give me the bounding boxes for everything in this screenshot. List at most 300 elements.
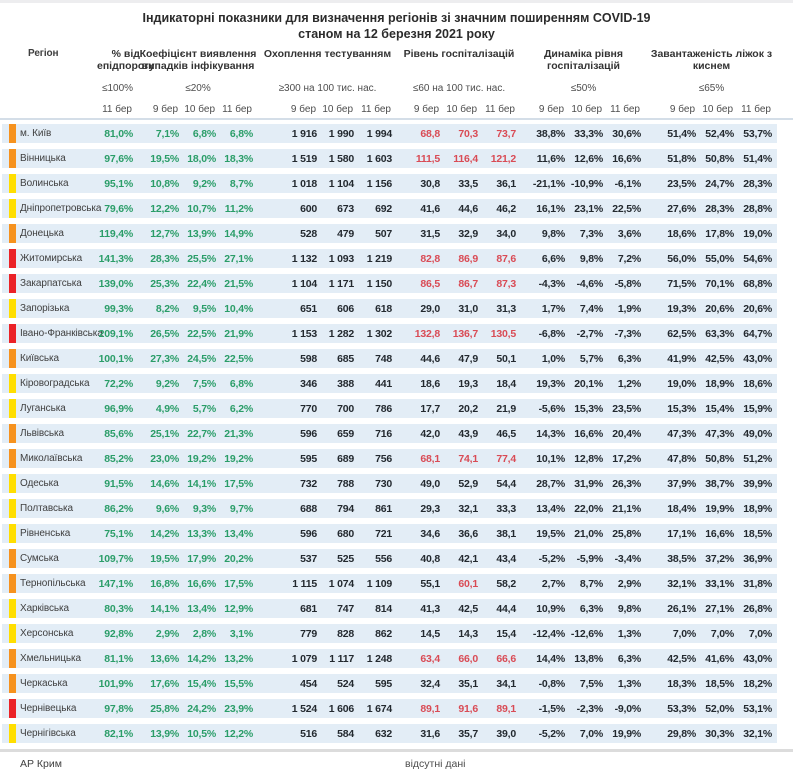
value-testing-coverage: 1 153 bbox=[291, 327, 317, 340]
value-oxygen-bed-occupancy: 15,3% bbox=[667, 402, 696, 415]
value-hospitalization-level: 47,9 bbox=[458, 352, 478, 365]
value-epid-threshold: 81,0% bbox=[104, 127, 133, 140]
value-detection-rate: 2,8% bbox=[192, 627, 216, 640]
value-testing-coverage: 1 104 bbox=[328, 177, 354, 190]
value-hospitalization-dynamics: 14,3% bbox=[536, 427, 565, 440]
value-hospitalization-level: 46,5 bbox=[496, 427, 516, 440]
value-detection-rate: 2,9% bbox=[155, 627, 179, 640]
value-testing-coverage: 1 302 bbox=[366, 327, 392, 340]
column-group-label bbox=[138, 48, 258, 72]
value-oxygen-bed-occupancy: 68,8% bbox=[743, 277, 772, 290]
value-oxygen-bed-occupancy: 7,0% bbox=[710, 627, 734, 640]
value-detection-rate: 10,7% bbox=[187, 202, 216, 215]
value-testing-coverage: 1 524 bbox=[291, 702, 317, 715]
risk-indicator-bar bbox=[9, 349, 16, 368]
value-detection-rate: 23,0% bbox=[150, 452, 179, 465]
value-detection-rate: 17,5% bbox=[224, 577, 253, 590]
value-hospitalization-dynamics: 1,2% bbox=[617, 377, 641, 390]
value-detection-rate: 14,1% bbox=[187, 477, 216, 490]
value-hospitalization-dynamics: 13,8% bbox=[574, 652, 603, 665]
value-epid-threshold: 99,3% bbox=[104, 302, 133, 315]
value-oxygen-bed-occupancy: 63,3% bbox=[705, 327, 734, 340]
column-criteria: ≤100% bbox=[101, 82, 134, 94]
value-oxygen-bed-occupancy: 29,8% bbox=[667, 727, 696, 740]
value-hospitalization-level: 21,9 bbox=[496, 402, 516, 415]
value-hospitalization-level: 32,1 bbox=[458, 502, 478, 515]
value-hospitalization-dynamics: 38,8% bbox=[536, 127, 565, 140]
value-oxygen-bed-occupancy: 18,2% bbox=[743, 677, 772, 690]
value-detection-rate: 27,3% bbox=[150, 352, 179, 365]
value-testing-coverage: 1 132 bbox=[291, 252, 317, 265]
region-name: Одеська bbox=[20, 478, 59, 489]
value-detection-rate: 13,3% bbox=[187, 527, 216, 540]
value-oxygen-bed-occupancy: 47,3% bbox=[667, 427, 696, 440]
value-hospitalization-level: 31,0 bbox=[458, 302, 478, 315]
value-testing-coverage: 1 156 bbox=[366, 177, 392, 190]
value-oxygen-bed-occupancy: 62,5% bbox=[667, 327, 696, 340]
value-oxygen-bed-occupancy: 36,9% bbox=[743, 552, 772, 565]
value-hospitalization-level: 18,4 bbox=[496, 377, 516, 390]
table-row bbox=[2, 124, 777, 143]
value-detection-rate: 13,9% bbox=[150, 727, 179, 740]
value-oxygen-bed-occupancy: 50,8% bbox=[705, 452, 734, 465]
value-hospitalization-level: 136,7 bbox=[452, 327, 478, 340]
value-hospitalization-dynamics: 7,0% bbox=[579, 727, 603, 740]
risk-indicator-bar bbox=[9, 299, 16, 318]
value-hospitalization-level: 35,1 bbox=[458, 677, 478, 690]
value-detection-rate: 12,2% bbox=[150, 202, 179, 215]
value-detection-rate: 15,4% bbox=[187, 677, 216, 690]
region-name: Чернігівська bbox=[20, 728, 76, 739]
region-name: Івано-Франківська bbox=[20, 328, 103, 339]
value-hospitalization-dynamics: -1,5% bbox=[538, 702, 565, 715]
value-oxygen-bed-occupancy: 39,9% bbox=[743, 477, 772, 490]
region-name: Хмельницька bbox=[20, 653, 81, 664]
value-detection-rate: 16,8% bbox=[150, 577, 179, 590]
value-hospitalization-dynamics: -5,2% bbox=[538, 727, 565, 740]
value-detection-rate: 17,6% bbox=[150, 677, 179, 690]
table-body bbox=[0, 124, 793, 743]
value-oxygen-bed-occupancy: 37,9% bbox=[667, 477, 696, 490]
page-title-line1: Індикаторні показники для визначення регіонів зі значним поширенням COVID-19 bbox=[142, 11, 651, 25]
column-date-label: 11 бер bbox=[102, 104, 132, 115]
value-oxygen-bed-occupancy: 32,1% bbox=[667, 577, 696, 590]
column-date-label: 9 бер bbox=[413, 104, 439, 115]
value-hospitalization-dynamics: 16,6% bbox=[612, 152, 641, 165]
risk-indicator-bar bbox=[9, 574, 16, 593]
value-hospitalization-dynamics: 1,9% bbox=[617, 302, 641, 315]
value-oxygen-bed-occupancy: 41,9% bbox=[667, 352, 696, 365]
value-detection-rate: 25,1% bbox=[150, 427, 179, 440]
risk-indicator-bar bbox=[9, 674, 16, 693]
table-row bbox=[2, 724, 777, 743]
value-hospitalization-dynamics: 9,8% bbox=[579, 252, 603, 265]
value-detection-rate: 8,7% bbox=[229, 177, 253, 190]
value-hospitalization-level: 35,7 bbox=[458, 727, 478, 740]
value-testing-coverage: 1 219 bbox=[366, 252, 392, 265]
value-testing-coverage: 794 bbox=[337, 502, 354, 515]
table-row bbox=[2, 549, 777, 568]
value-hospitalization-level: 29,0 bbox=[420, 302, 440, 315]
value-hospitalization-dynamics: 17,2% bbox=[612, 452, 641, 465]
value-hospitalization-dynamics: 14,4% bbox=[536, 652, 565, 665]
value-hospitalization-dynamics: -4,6% bbox=[576, 277, 603, 290]
value-detection-rate: 5,7% bbox=[192, 402, 216, 415]
table-row bbox=[2, 274, 777, 293]
value-testing-coverage: 1 603 bbox=[366, 152, 392, 165]
value-oxygen-bed-occupancy: 24,7% bbox=[705, 177, 734, 190]
value-detection-rate: 17,5% bbox=[224, 477, 253, 490]
value-hospitalization-level: 87,6 bbox=[496, 252, 516, 265]
value-detection-rate: 19,2% bbox=[187, 452, 216, 465]
value-testing-coverage: 600 bbox=[300, 202, 317, 215]
value-epid-threshold: 85,2% bbox=[104, 452, 133, 465]
risk-indicator-bar bbox=[9, 724, 16, 743]
value-hospitalization-dynamics: -6,8% bbox=[538, 327, 565, 340]
region-name: Житомирська bbox=[20, 253, 83, 264]
value-hospitalization-dynamics: 21,1% bbox=[612, 502, 641, 515]
value-testing-coverage: 1 109 bbox=[366, 577, 392, 590]
value-oxygen-bed-occupancy: 18,5% bbox=[705, 677, 734, 690]
value-testing-coverage: 1 519 bbox=[291, 152, 317, 165]
value-oxygen-bed-occupancy: 47,8% bbox=[667, 452, 696, 465]
value-oxygen-bed-occupancy: 56,0% bbox=[667, 252, 696, 265]
column-date-label: 11 бер bbox=[485, 104, 515, 115]
value-hospitalization-dynamics: 19,9% bbox=[612, 727, 641, 740]
value-testing-coverage: 1 990 bbox=[328, 127, 354, 140]
risk-indicator-bar bbox=[9, 174, 16, 193]
column-group-label-text: Рівень госпіталізацій bbox=[403, 48, 515, 60]
column-group-label bbox=[258, 48, 397, 60]
value-testing-coverage: 516 bbox=[300, 727, 317, 740]
value-hospitalization-dynamics: -12,4% bbox=[532, 627, 565, 640]
value-hospitalization-dynamics: 23,1% bbox=[574, 202, 603, 215]
value-detection-rate: 6,8% bbox=[229, 377, 253, 390]
value-oxygen-bed-occupancy: 42,5% bbox=[667, 652, 696, 665]
value-testing-coverage: 1 018 bbox=[291, 177, 317, 190]
value-hospitalization-level: 39,0 bbox=[496, 727, 516, 740]
column-group-label-text: Охоплення тестуванням bbox=[263, 48, 392, 60]
risk-indicator-bar bbox=[9, 324, 16, 343]
value-hospitalization-level: 36,1 bbox=[496, 177, 516, 190]
value-hospitalization-level: 66,6 bbox=[496, 652, 516, 665]
value-hospitalization-dynamics: 7,5% bbox=[579, 677, 603, 690]
value-testing-coverage: 528 bbox=[300, 227, 317, 240]
table-row bbox=[2, 649, 777, 668]
value-oxygen-bed-occupancy: 18,6% bbox=[743, 377, 772, 390]
value-detection-rate: 25,8% bbox=[150, 702, 179, 715]
value-hospitalization-level: 42,5 bbox=[458, 602, 478, 615]
value-detection-rate: 24,5% bbox=[187, 352, 216, 365]
column-group-label-text: Завантаженість ліжок з киснем bbox=[650, 48, 773, 72]
value-hospitalization-level: 42,1 bbox=[458, 552, 478, 565]
table-row bbox=[2, 224, 777, 243]
value-oxygen-bed-occupancy: 51,4% bbox=[743, 152, 772, 165]
value-testing-coverage: 861 bbox=[375, 502, 392, 515]
value-testing-coverage: 1 104 bbox=[291, 277, 317, 290]
value-oxygen-bed-occupancy: 20,6% bbox=[743, 302, 772, 315]
value-testing-coverage: 659 bbox=[337, 427, 354, 440]
value-testing-coverage: 632 bbox=[375, 727, 392, 740]
table-row bbox=[2, 624, 777, 643]
value-oxygen-bed-occupancy: 18,6% bbox=[667, 227, 696, 240]
table-row bbox=[2, 424, 777, 443]
value-testing-coverage: 788 bbox=[337, 477, 354, 490]
value-hospitalization-level: 68,8 bbox=[420, 127, 440, 140]
value-testing-coverage: 786 bbox=[375, 402, 392, 415]
value-hospitalization-level: 50,1 bbox=[496, 352, 516, 365]
value-epid-threshold: 95,1% bbox=[104, 177, 133, 190]
value-detection-rate: 4,9% bbox=[155, 402, 179, 415]
value-hospitalization-level: 31,3 bbox=[496, 302, 516, 315]
value-hospitalization-level: 40,8 bbox=[420, 552, 440, 565]
value-detection-rate: 12,9% bbox=[224, 602, 253, 615]
value-detection-rate: 6,8% bbox=[192, 127, 216, 140]
value-hospitalization-dynamics: 12,6% bbox=[574, 152, 603, 165]
column-date-label: 9 бер bbox=[290, 104, 316, 115]
value-hospitalization-level: 17,7 bbox=[420, 402, 440, 415]
value-epid-threshold: 119,4% bbox=[99, 227, 133, 240]
value-oxygen-bed-occupancy: 50,8% bbox=[705, 152, 734, 165]
column-group-label bbox=[397, 48, 521, 60]
value-detection-rate: 18,0% bbox=[187, 152, 216, 165]
value-hospitalization-dynamics: 6,6% bbox=[541, 252, 565, 265]
value-oxygen-bed-occupancy: 42,5% bbox=[705, 352, 734, 365]
value-oxygen-bed-occupancy: 26,1% bbox=[667, 602, 696, 615]
value-detection-rate: 28,3% bbox=[150, 252, 179, 265]
value-hospitalization-level: 31,5 bbox=[420, 227, 440, 240]
region-name: Донецька bbox=[20, 228, 64, 239]
value-hospitalization-dynamics: 19,5% bbox=[536, 527, 565, 540]
value-hospitalization-level: 63,4 bbox=[420, 652, 440, 665]
value-detection-rate: 16,6% bbox=[187, 577, 216, 590]
value-hospitalization-level: 19,3 bbox=[458, 377, 478, 390]
value-detection-rate: 7,1% bbox=[155, 127, 179, 140]
table-row bbox=[2, 399, 777, 418]
value-epid-threshold: 79,6% bbox=[104, 202, 133, 215]
value-detection-rate: 6,2% bbox=[229, 402, 253, 415]
value-epid-threshold: 141,3% bbox=[98, 252, 133, 265]
region-name: Львівська bbox=[20, 428, 64, 439]
value-epid-threshold: 80,3% bbox=[104, 602, 133, 615]
value-detection-rate: 10,8% bbox=[150, 177, 179, 190]
value-testing-coverage: 1 580 bbox=[328, 152, 354, 165]
value-hospitalization-dynamics: -5,8% bbox=[614, 277, 641, 290]
value-oxygen-bed-occupancy: 18,9% bbox=[743, 502, 772, 515]
value-detection-rate: 25,3% bbox=[150, 277, 179, 290]
value-hospitalization-dynamics: 3,6% bbox=[617, 227, 641, 240]
value-hospitalization-dynamics: -4,3% bbox=[538, 277, 565, 290]
value-testing-coverage: 1 606 bbox=[328, 702, 354, 715]
table-row bbox=[2, 474, 777, 493]
value-detection-rate: 6,8% bbox=[229, 127, 253, 140]
value-testing-coverage: 441 bbox=[375, 377, 392, 390]
value-epid-threshold: 109,7% bbox=[98, 552, 133, 565]
value-hospitalization-level: 73,7 bbox=[496, 127, 516, 140]
region-name: Тернопільська bbox=[20, 578, 86, 589]
value-testing-coverage: 680 bbox=[337, 527, 354, 540]
value-oxygen-bed-occupancy: 51,2% bbox=[743, 452, 772, 465]
value-hospitalization-level: 87,3 bbox=[496, 277, 516, 290]
value-hospitalization-level: 36,6 bbox=[458, 527, 478, 540]
value-testing-coverage: 779 bbox=[300, 627, 317, 640]
value-hospitalization-dynamics: 10,1% bbox=[536, 452, 565, 465]
risk-indicator-bar bbox=[9, 374, 16, 393]
value-hospitalization-level: 34,0 bbox=[496, 227, 516, 240]
value-testing-coverage: 525 bbox=[337, 552, 354, 565]
value-hospitalization-level: 58,2 bbox=[496, 577, 516, 590]
value-testing-coverage: 537 bbox=[300, 552, 317, 565]
value-hospitalization-level: 30,8 bbox=[420, 177, 440, 190]
value-testing-coverage: 479 bbox=[337, 227, 354, 240]
risk-indicator-bar bbox=[9, 249, 16, 268]
value-hospitalization-level: 42,0 bbox=[420, 427, 440, 440]
value-epid-threshold: 101,9% bbox=[98, 677, 133, 690]
value-hospitalization-dynamics: 33,3% bbox=[574, 127, 603, 140]
value-hospitalization-dynamics: 1,3% bbox=[617, 627, 641, 640]
value-testing-coverage: 1 115 bbox=[292, 577, 317, 590]
value-hospitalization-dynamics: 26,3% bbox=[612, 477, 641, 490]
value-detection-rate: 18,3% bbox=[224, 152, 253, 165]
value-epid-threshold: 97,6% bbox=[104, 152, 133, 165]
value-testing-coverage: 688 bbox=[300, 502, 317, 515]
region-name: Волинська bbox=[20, 178, 69, 189]
value-testing-coverage: 756 bbox=[375, 452, 392, 465]
value-detection-rate: 19,5% bbox=[150, 552, 179, 565]
value-detection-rate: 13,2% bbox=[224, 652, 253, 665]
value-hospitalization-dynamics: 16,6% bbox=[574, 427, 603, 440]
value-oxygen-bed-occupancy: 7,0% bbox=[672, 627, 696, 640]
value-oxygen-bed-occupancy: 27,6% bbox=[667, 202, 696, 215]
table-row bbox=[2, 574, 777, 593]
value-hospitalization-dynamics: -5,6% bbox=[538, 402, 565, 415]
value-oxygen-bed-occupancy: 64,7% bbox=[743, 327, 772, 340]
value-testing-coverage: 1 093 bbox=[328, 252, 354, 265]
value-hospitalization-level: 55,1 bbox=[420, 577, 440, 590]
value-detection-rate: 9,3% bbox=[192, 502, 216, 515]
value-hospitalization-dynamics: -21,1% bbox=[532, 177, 565, 190]
value-hospitalization-level: 74,1 bbox=[458, 452, 478, 465]
value-hospitalization-dynamics: -7,3% bbox=[614, 327, 641, 340]
value-hospitalization-level: 41,3 bbox=[420, 602, 440, 615]
value-hospitalization-level: 44,4 bbox=[496, 602, 516, 615]
value-testing-coverage: 721 bbox=[375, 527, 392, 540]
column-date-label: 9 бер bbox=[538, 104, 564, 115]
risk-indicator-bar bbox=[9, 449, 16, 468]
value-detection-rate: 22,4% bbox=[187, 277, 216, 290]
value-hospitalization-level: 32,9 bbox=[458, 227, 478, 240]
value-hospitalization-dynamics: 6,3% bbox=[617, 352, 641, 365]
value-oxygen-bed-occupancy: 17,1% bbox=[667, 527, 696, 540]
region-name: Рівненська bbox=[20, 528, 71, 539]
value-testing-coverage: 681 bbox=[300, 602, 317, 615]
value-hospitalization-level: 43,9 bbox=[458, 427, 478, 440]
value-oxygen-bed-occupancy: 20,6% bbox=[705, 302, 734, 315]
value-hospitalization-dynamics: 6,3% bbox=[617, 652, 641, 665]
value-hospitalization-level: 86,9 bbox=[458, 252, 478, 265]
value-oxygen-bed-occupancy: 30,3% bbox=[705, 727, 734, 740]
risk-indicator-bar bbox=[9, 499, 16, 518]
value-hospitalization-level: 121,2 bbox=[490, 152, 516, 165]
value-detection-rate: 12,2% bbox=[224, 727, 253, 740]
column-date-label: 11 бер bbox=[222, 104, 252, 115]
value-testing-coverage: 651 bbox=[300, 302, 317, 315]
value-oxygen-bed-occupancy: 18,5% bbox=[743, 527, 772, 540]
column-group-label-text: % від епідпорогу bbox=[97, 48, 155, 72]
value-hospitalization-level: 66,0 bbox=[458, 652, 478, 665]
value-testing-coverage: 606 bbox=[337, 302, 354, 315]
value-hospitalization-dynamics: 7,4% bbox=[579, 302, 603, 315]
value-oxygen-bed-occupancy: 28,3% bbox=[743, 177, 772, 190]
value-oxygen-bed-occupancy: 38,5% bbox=[667, 552, 696, 565]
table-row bbox=[2, 674, 777, 693]
value-detection-rate: 19,2% bbox=[224, 452, 253, 465]
value-oxygen-bed-occupancy: 54,6% bbox=[743, 252, 772, 265]
value-detection-rate: 21,9% bbox=[224, 327, 253, 340]
value-testing-coverage: 524 bbox=[337, 677, 354, 690]
table-row bbox=[2, 324, 777, 343]
value-oxygen-bed-occupancy: 53,1% bbox=[743, 702, 772, 715]
column-criteria: ≥300 на 100 тис. нас. bbox=[278, 82, 377, 94]
value-hospitalization-dynamics: 7,3% bbox=[579, 227, 603, 240]
value-testing-coverage: 596 bbox=[300, 527, 317, 540]
risk-indicator-bar bbox=[9, 549, 16, 568]
risk-indicator-bar bbox=[9, 474, 16, 493]
value-detection-rate: 24,2% bbox=[187, 702, 216, 715]
region-name: Харківська bbox=[20, 603, 69, 614]
risk-indicator-bar bbox=[9, 599, 16, 618]
value-hospitalization-level: 14,3 bbox=[458, 627, 478, 640]
value-oxygen-bed-occupancy: 51,8% bbox=[667, 152, 696, 165]
value-oxygen-bed-occupancy: 71,5% bbox=[667, 277, 696, 290]
value-testing-coverage: 692 bbox=[375, 202, 392, 215]
value-hospitalization-level: 77,4 bbox=[496, 452, 516, 465]
value-hospitalization-level: 46,2 bbox=[496, 202, 516, 215]
table-row bbox=[2, 299, 777, 318]
value-testing-coverage: 1 079 bbox=[291, 652, 317, 665]
value-testing-coverage: 716 bbox=[375, 427, 392, 440]
value-detection-rate: 9,2% bbox=[192, 177, 216, 190]
value-hospitalization-dynamics: 22,5% bbox=[612, 202, 641, 215]
value-oxygen-bed-occupancy: 18,9% bbox=[705, 377, 734, 390]
value-hospitalization-level: 82,8 bbox=[420, 252, 440, 265]
value-hospitalization-level: 116,4 bbox=[453, 152, 478, 165]
risk-indicator-bar bbox=[9, 199, 16, 218]
value-hospitalization-level: 132,8 bbox=[414, 327, 440, 340]
value-hospitalization-level: 60,1 bbox=[458, 577, 478, 590]
value-epid-threshold: 82,1% bbox=[104, 727, 133, 740]
value-testing-coverage: 748 bbox=[375, 352, 392, 365]
value-hospitalization-level: 49,0 bbox=[420, 477, 440, 490]
column-group-label bbox=[521, 48, 646, 72]
value-hospitalization-dynamics: -12,6% bbox=[570, 627, 603, 640]
value-hospitalization-level: 34,1 bbox=[496, 677, 516, 690]
risk-indicator-bar bbox=[9, 624, 16, 643]
value-detection-rate: 8,2% bbox=[155, 302, 179, 315]
value-hospitalization-dynamics: 13,4% bbox=[536, 502, 565, 515]
value-epid-threshold: 92,8% bbox=[104, 627, 133, 640]
value-oxygen-bed-occupancy: 19,0% bbox=[667, 377, 696, 390]
value-hospitalization-dynamics: 6,3% bbox=[579, 602, 603, 615]
value-hospitalization-dynamics: -5,9% bbox=[576, 552, 603, 565]
value-epid-threshold: 139,0% bbox=[98, 277, 133, 290]
value-oxygen-bed-occupancy: 28,3% bbox=[705, 202, 734, 215]
no-data-row bbox=[0, 758, 793, 776]
value-testing-coverage: 814 bbox=[375, 602, 392, 615]
value-hospitalization-dynamics: 19,3% bbox=[536, 377, 565, 390]
value-testing-coverage: 700 bbox=[337, 402, 354, 415]
value-epid-threshold: 91,5% bbox=[104, 477, 133, 490]
